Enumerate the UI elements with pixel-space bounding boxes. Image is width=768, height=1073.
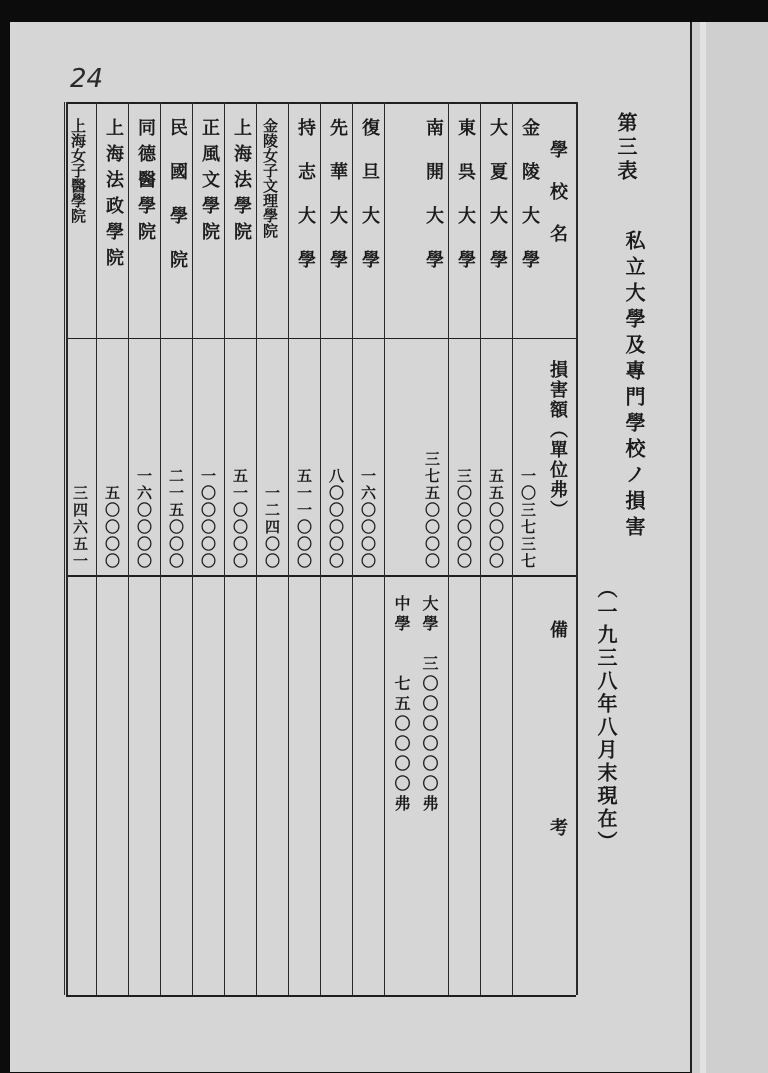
header-damage: 損害額（單位弗）: [547, 360, 568, 520]
column-rule: [96, 102, 97, 995]
damage-amount: 一二四〇〇: [263, 485, 281, 570]
school-name: 金陵大學: [519, 118, 540, 294]
header-school: 學校名: [547, 140, 568, 266]
damage-amount: 五五〇〇〇〇: [487, 468, 505, 570]
column-rule: [224, 102, 225, 995]
column-rule: [480, 102, 481, 995]
damage-amount: 五〇〇〇〇: [103, 485, 121, 570]
school-name: 民國學院: [167, 118, 188, 294]
damage-amount: 一〇〇〇〇〇: [199, 468, 217, 570]
damage-amount: 三四六五一: [71, 485, 89, 570]
school-name: 正風文學院: [199, 118, 220, 248]
damage-amount: 三〇〇〇〇〇: [455, 468, 473, 570]
school-name: 南開大學: [423, 118, 444, 294]
header-remarks: 備考: [547, 620, 568, 1016]
school-name: 大夏大學: [487, 118, 508, 294]
column-rule: [288, 102, 289, 995]
table-bottom-rule: [66, 995, 576, 997]
table-date: （一九三八年八月末現在）: [594, 578, 618, 854]
column-rule: [384, 102, 385, 995]
column-rule: [320, 102, 321, 995]
column-rule: [256, 102, 257, 995]
school-name: 金陵女子文理學院: [261, 118, 279, 238]
school-name: 上海法學院: [231, 118, 252, 248]
school-name: 上海法政學院: [103, 118, 124, 274]
school-name: 復旦大學: [359, 118, 380, 294]
column-rule: [192, 102, 193, 995]
damage-amount: 五一〇〇〇〇: [231, 468, 249, 570]
table-title: 私立大學及專門學校ノ損害: [622, 230, 646, 542]
damage-amount: 五一一〇〇〇: [295, 468, 313, 570]
column-rule: [352, 102, 353, 995]
amount-divider-rule: [66, 575, 576, 577]
header-divider-rule: [66, 338, 576, 339]
page-number: 24: [70, 64, 104, 94]
school-name: 持志大學: [295, 118, 316, 294]
table-number: 第三表: [614, 112, 638, 184]
remark-text: 中學 七五〇〇〇〇弗: [392, 595, 411, 815]
column-rule: [512, 102, 513, 995]
remark-text: 大學 三〇〇〇〇〇〇弗: [420, 595, 439, 815]
column-rule: [128, 102, 129, 995]
school-name: 同德醫學院: [135, 118, 156, 248]
school-name: 東呉大學: [455, 118, 476, 294]
table-top-rule: [66, 102, 576, 104]
school-name: 上海女子醫學院: [69, 118, 87, 223]
column-rule: [64, 102, 65, 995]
table-right-rule: [576, 102, 578, 995]
column-rule: [160, 102, 161, 995]
school-name: 先華大學: [327, 118, 348, 294]
damage-amount: 一六〇〇〇〇: [359, 468, 377, 570]
page-fold: [700, 22, 706, 1073]
damage-amount: 八〇〇〇〇〇: [327, 468, 345, 570]
damage-amount: 二一五〇〇〇: [167, 468, 185, 570]
damage-amount: 一〇三七三七: [519, 468, 537, 570]
damage-amount: 一六〇〇〇〇: [135, 468, 153, 570]
column-rule: [448, 102, 449, 995]
table-left-rule: [66, 102, 68, 995]
damage-amount: 三七五〇〇〇〇: [423, 451, 441, 570]
